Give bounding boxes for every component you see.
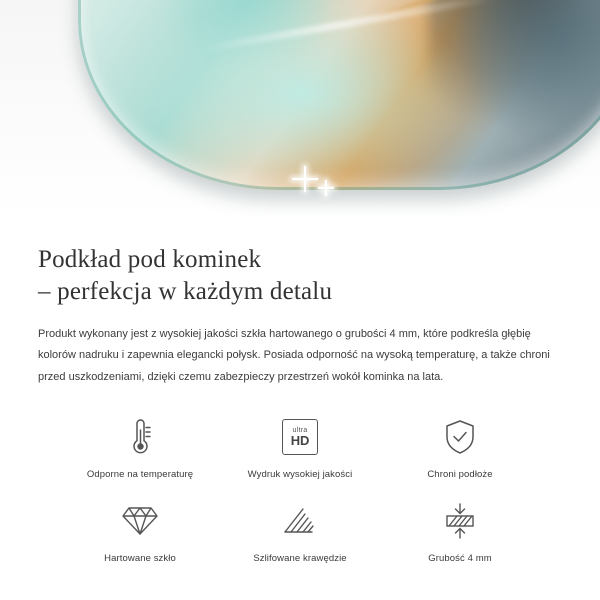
dark-ink-wash: [428, 0, 600, 130]
headline-line-1: Podkład pod kominek: [38, 246, 262, 273]
hero-image: [0, 0, 600, 218]
content-block: [0, 218, 600, 564]
feature-grid: [38, 414, 562, 564]
polished-edges-icon: [281, 498, 319, 544]
thermometer-icon: [123, 414, 157, 460]
shield-check-icon: [443, 414, 477, 460]
feature-heat-resistant: [60, 414, 220, 480]
page-title: [38, 244, 562, 308]
feature-label: Hartowane szkło: [104, 553, 176, 565]
feature-print-quality: [220, 414, 380, 480]
diamond-icon: [121, 498, 159, 544]
headline-line-2: – perfekcja w każdym detalu: [38, 278, 333, 305]
ultra-hd-badge-top: ultra: [292, 427, 308, 435]
feature-polished-edges: [220, 498, 380, 564]
feature-label: Grubość 4 mm: [428, 553, 492, 565]
feature-surface-protection: [380, 414, 540, 480]
thickness-arrows-icon: [441, 498, 479, 544]
feature-label: Szlifowane krawędzie: [253, 553, 347, 565]
feature-tempered-glass: [60, 498, 220, 564]
ultra-hd-badge-main: HD: [290, 433, 310, 449]
feature-label: Chroni podłoże: [427, 469, 493, 481]
feature-label: Wydruk wysokiej jakości: [247, 469, 353, 481]
feature-label: Odporne na temperaturę: [86, 469, 194, 481]
body-paragraph: Produkt wykonany jest z wysokiej jakości szkła hartowanego o grubości 4 mm, które podkreśla głębię kolorów nadruku i zapewnia elegancki połysk. Posiada odporność na wysoką temperaturę, a także chroni przed uszkodzeniami, dzięki czemu zabezpieczy przestrzeń wokół kominka na lata.: [38, 328, 550, 383]
ultra-hd-icon: [282, 414, 318, 460]
feature-thickness: [380, 498, 540, 564]
